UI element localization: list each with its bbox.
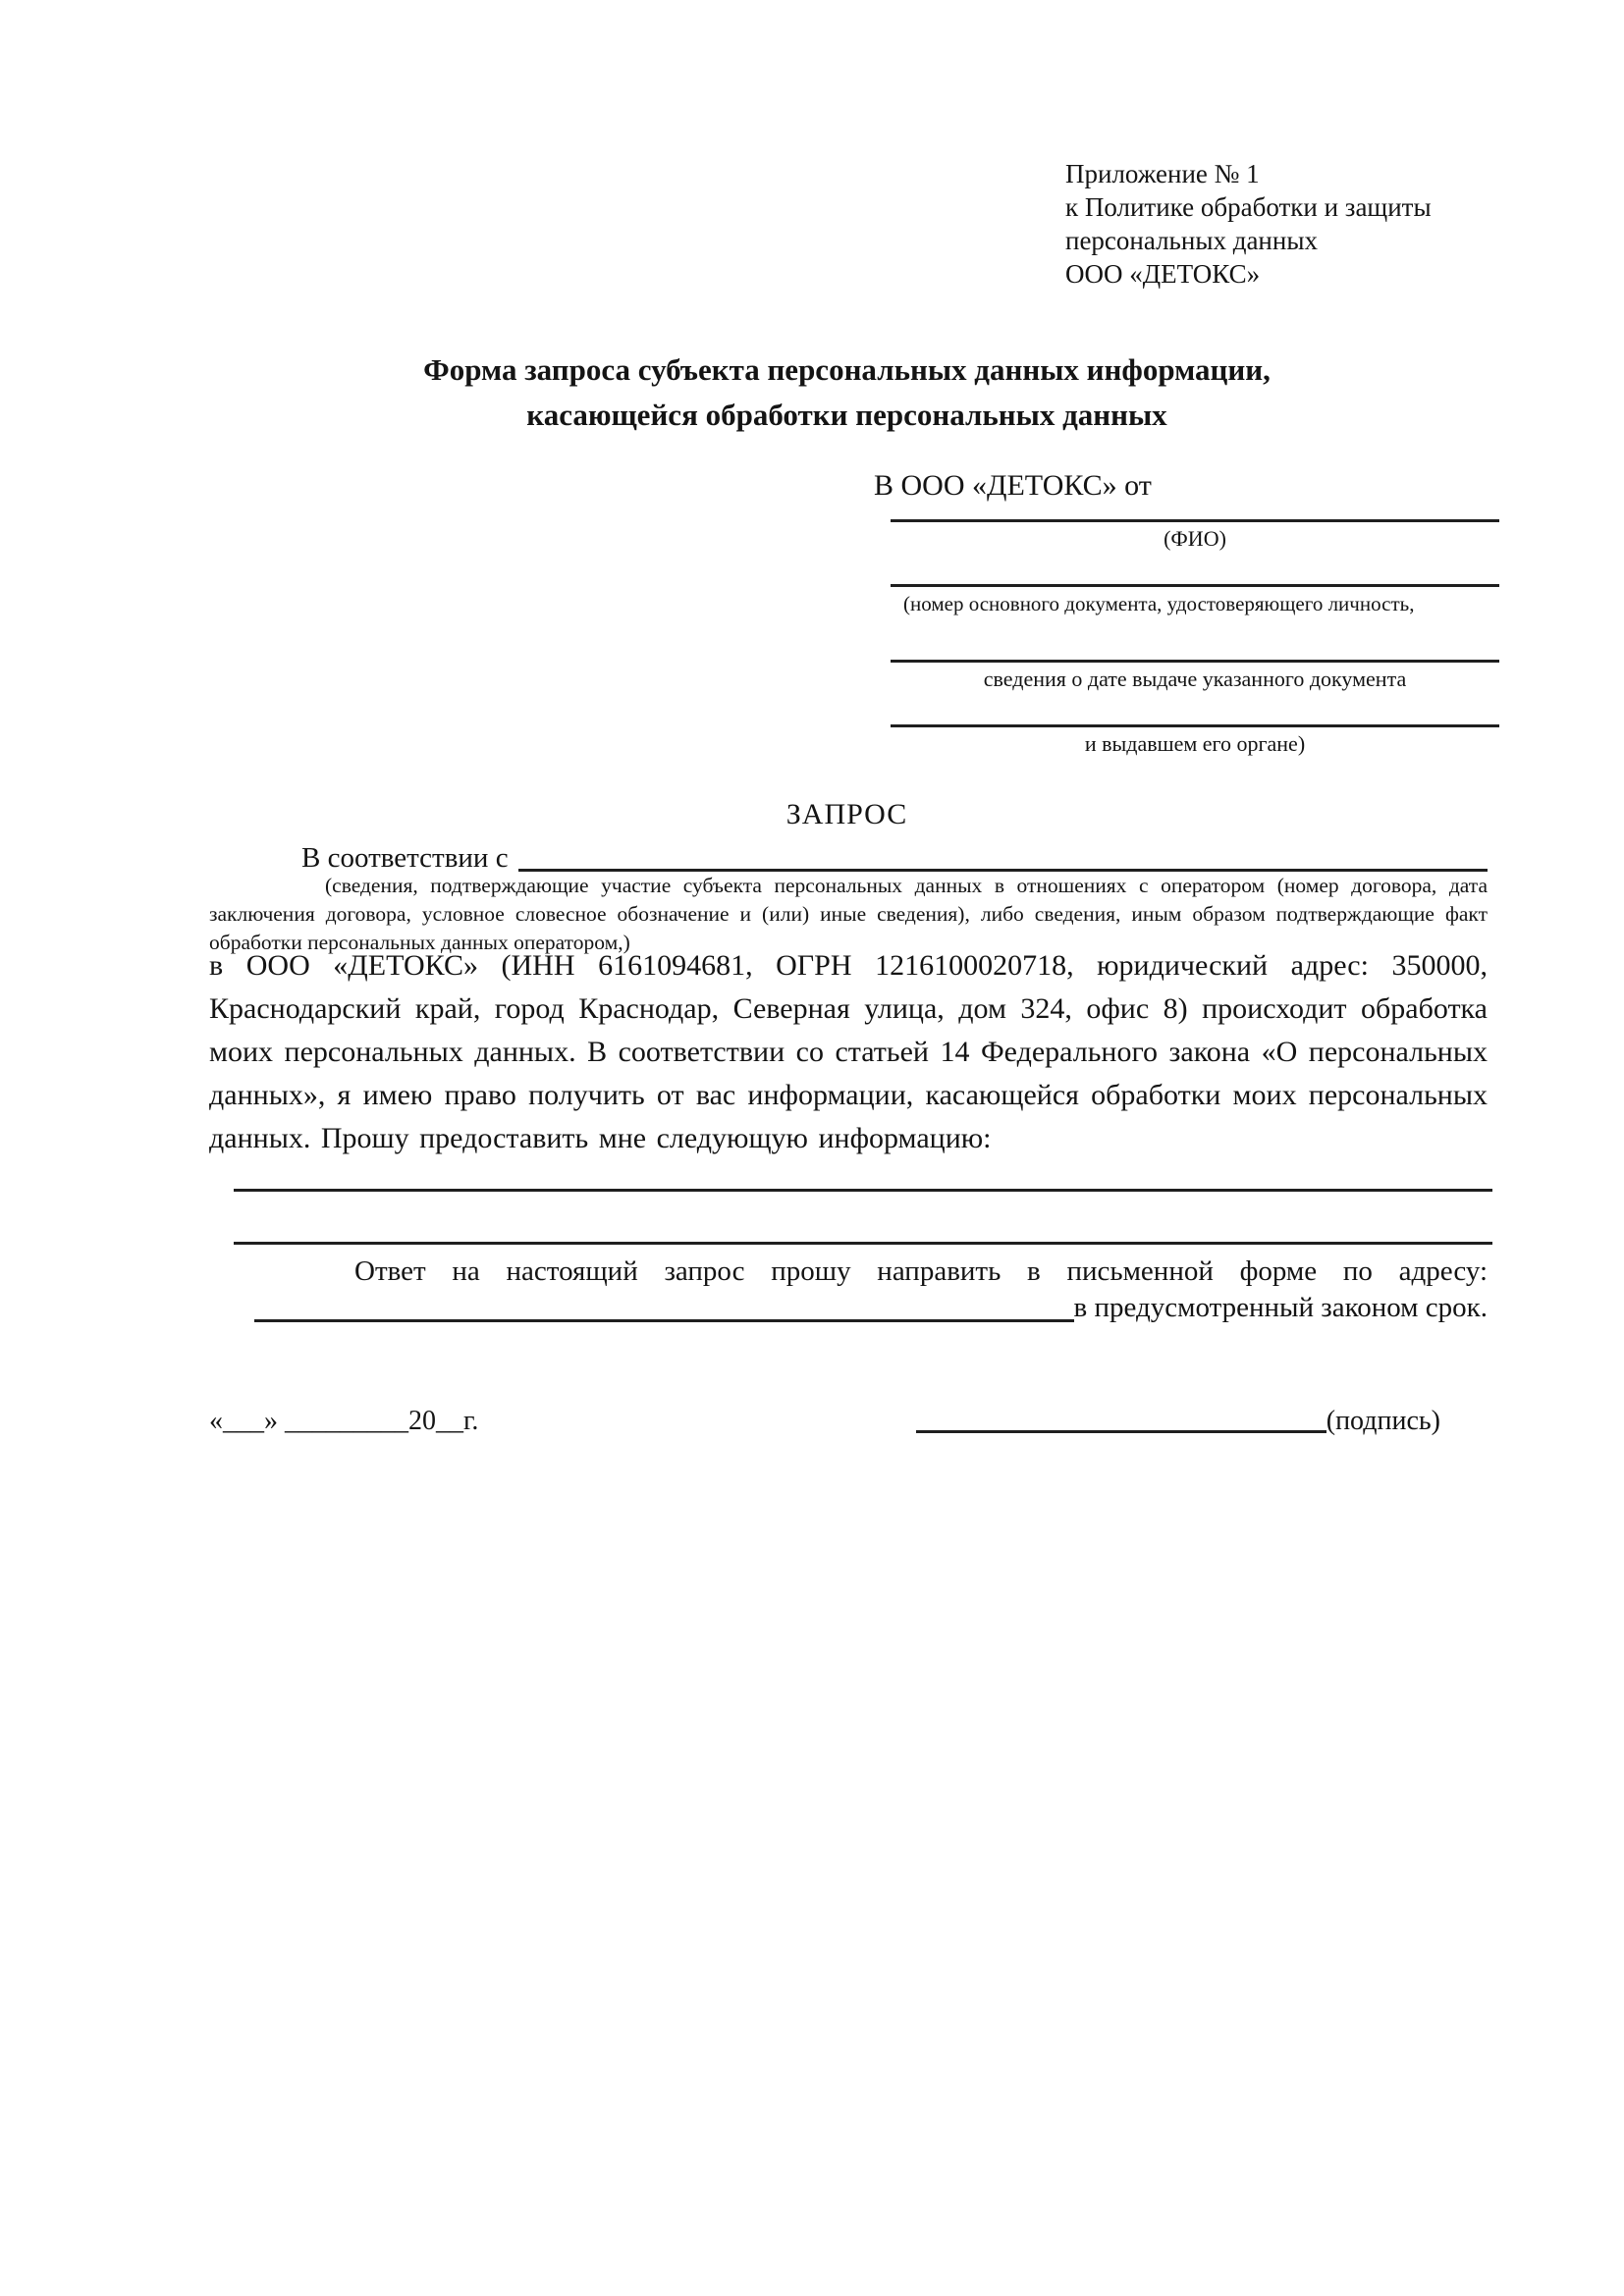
information-blank-line-1 — [234, 1189, 1492, 1192]
reply-address-paragraph: Ответ на настоящий запрос прошу направить в письменной форме по адресу: — [354, 1255, 1488, 1287]
appendix-header-line-2: к Политике обработки и защиты — [1065, 192, 1432, 222]
signature-part — [916, 1402, 1440, 1441]
reply-address-suffix: в предусмотренный законом срок. — [1073, 1292, 1488, 1323]
reply-address-blank-line — [254, 1319, 1074, 1322]
document-title — [206, 347, 1488, 438]
addressee-fields — [891, 519, 1499, 759]
information-blank-line-2 — [234, 1242, 1492, 1245]
addressee-block — [874, 469, 1499, 759]
fio-caption: (ФИО) — [1164, 526, 1226, 551]
document-title-line-2: касающейся обработки персональных данных — [526, 398, 1167, 432]
appendix-header-line-3: персональных данных — [1065, 226, 1318, 255]
date-signature-row — [209, 1402, 1488, 1441]
request-body-paragraph: в ООО «ДЕТОКС» (ИНН 6161094681, ОГРН 1216100020718, юридический адрес: 350000, Краснодарский край, город Краснодар, Северная улица, дом 324, офис 8) происходит обработка моих персональных данных. В соответствии со статьей 14 Федерального закона «О персональных данных», я имею право получить от вас информации, касающейся обработки моих персональных данных. Прошу предоставить мне следующую информацию: — [209, 949, 1488, 1154]
date-blank: «___» _________20__г. — [209, 1406, 479, 1436]
reply-address-row — [209, 1290, 1488, 1325]
addressee-to-line: В ООО «ДЕТОКС» от — [874, 469, 1152, 502]
appendix-header-line-1: Приложение № 1 — [1065, 159, 1260, 188]
accordance-footnote: (сведения, подтверждающие участие субъекта персональных данных в отношениях с оператором (номер договора, дата заключения договора, условное словесное обозначение и (или) иные сведения), либо сведения, иным образом подтверждающие факт обработки персональных данных оператором,) — [209, 874, 1488, 954]
accordance-row — [209, 840, 1488, 876]
signature-blank-line — [916, 1430, 1326, 1433]
appendix-header — [1065, 157, 1432, 291]
accordance-prefix: В соответствии с — [301, 842, 509, 874]
issuing-authority-caption: и выдавшем его органе) — [1084, 731, 1306, 756]
appendix-header-line-4: ООО «ДЕТОКС» — [1065, 259, 1261, 289]
document-title-line-1: Форма запроса субъекта персональных данных информации, — [423, 352, 1271, 387]
signature-caption: (подпись) — [1326, 1406, 1440, 1436]
issue-date-caption: сведения о дате выдаче указанного документа — [983, 667, 1407, 691]
request-heading: ЗАПРОС — [785, 798, 908, 830]
document-number-caption: (номер основного документа, удостоверяющего личность, — [903, 592, 1415, 615]
